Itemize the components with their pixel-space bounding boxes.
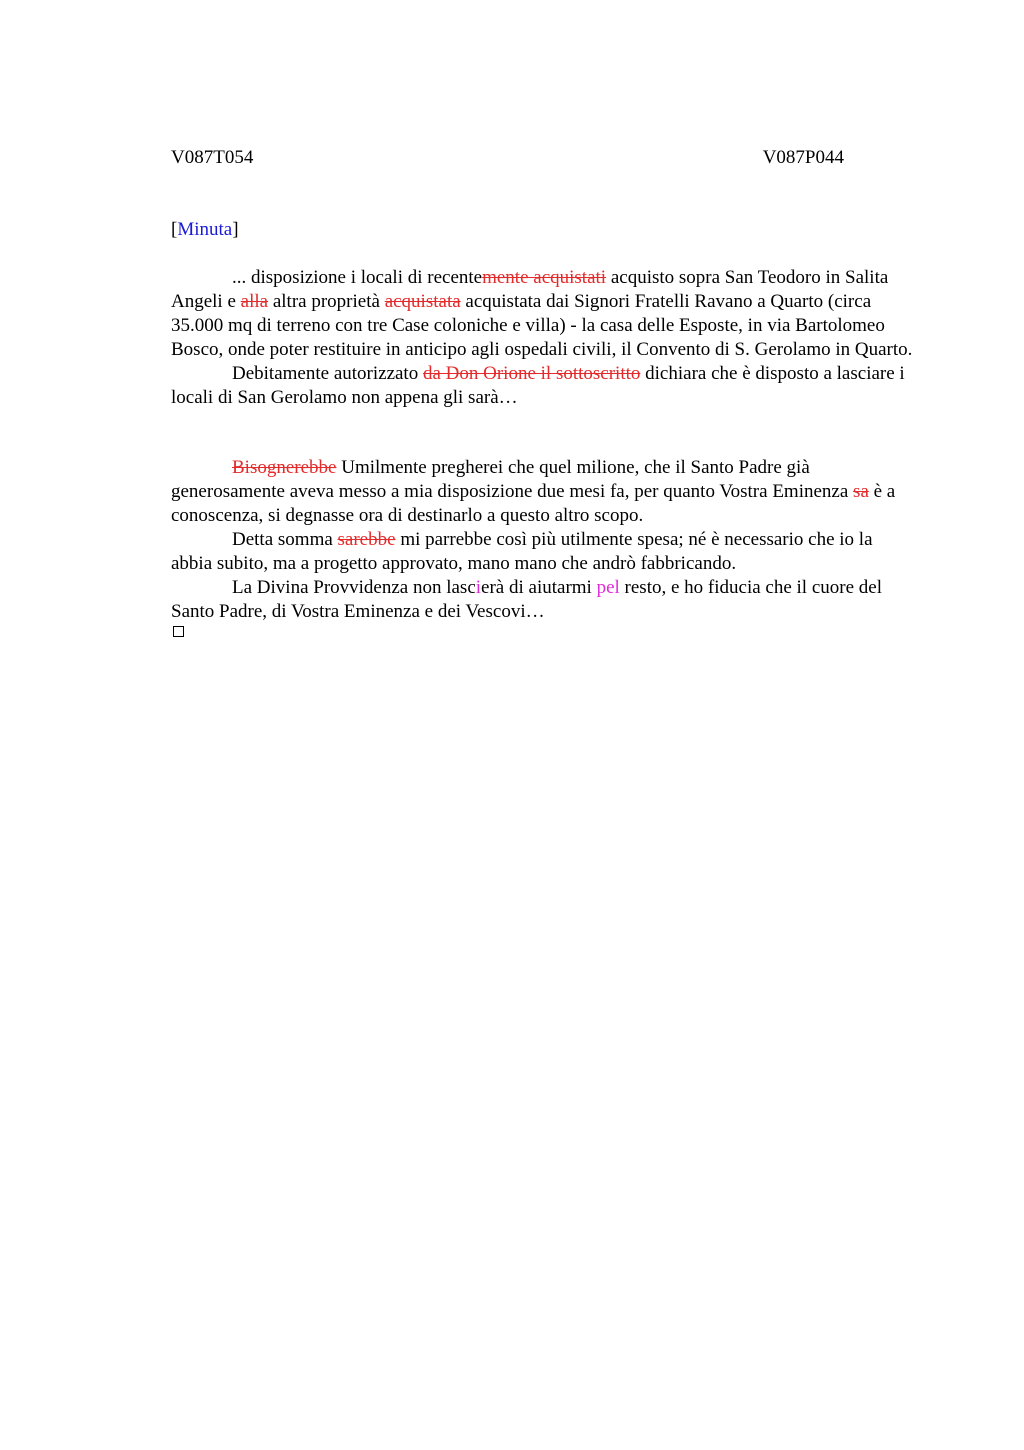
text-span: Debitamente autorizzato [232,363,423,384]
text-span: dichiara che è disposto a lasciare i locali di San Gerolamo non appena gli sarà… [171,363,905,408]
text-block-second [171,456,913,624]
minuta-label [171,218,239,242]
text-span: acquistata dai Signori Fratelli Ravano a Quarto (circa 35.000 mq di terreno con tre Case coloniche e villa) - la casa delle Esposte, in via Bartolomeo Bosco, onde poter restituire in anticipo agli ospedali civili, il Convento di S. Gerolamo in Quarto. [171,291,913,360]
label-open-bracket: [ [171,219,178,240]
text-span: erà di aiutarmi [481,577,597,598]
text-span: Detta somma [232,529,338,550]
paragraph-3 [171,456,913,528]
document-code-left: V087T054 [171,147,254,168]
deleted-text: alla [240,291,269,312]
document-header [171,146,844,170]
paragraph-5 [171,576,913,624]
paragraph-1 [171,266,913,362]
text-span: Umilmente pregherei che quel milione, che il Santo Padre già generosamente aveva messo a mia disposizione due mesi fa, per quanto Vostra Eminenza [171,457,854,502]
label-close-bracket: ] [232,219,239,240]
inserted-text: pel [596,577,620,598]
deleted-text: da Don Orione il sottoscritto [422,363,641,384]
deleted-text: acquistata [384,291,461,312]
inserted-text: i [475,577,482,598]
deleted-text: mente acquistati [482,267,607,288]
text-span: acquisto sopra San Teodoro in Salita Angeli e [171,267,889,312]
text-span: La Divina Provvidenza non lasc [232,577,476,598]
deleted-text: sa [853,481,869,502]
paragraph-2 [171,362,913,410]
text-span: altra proprietà [268,291,385,312]
deleted-text: sarebbe [337,529,396,550]
empty-square-icon [173,626,184,637]
text-span: è a conoscenza, si degnasse ora di destinarlo a questo altro scopo. [171,481,896,526]
paragraph-4 [171,528,913,576]
label-text: Minuta [177,219,233,240]
text-block-first [171,266,913,410]
text-span: resto, e ho fiducia che il cuore del Santo Padre, di Vostra Eminenza e dei Vescovi… [171,577,882,622]
document-code-right: V087P044 [762,147,844,168]
deleted-text: Bisognerebbe [232,457,337,478]
text-span: mi parrebbe così più utilmente spesa; né è necessario che io la abbia subito, ma a progetto approvato, mano mano che andrò fabbricando. [171,529,873,574]
text-span: ... disposizione i locali di recente [232,267,483,288]
